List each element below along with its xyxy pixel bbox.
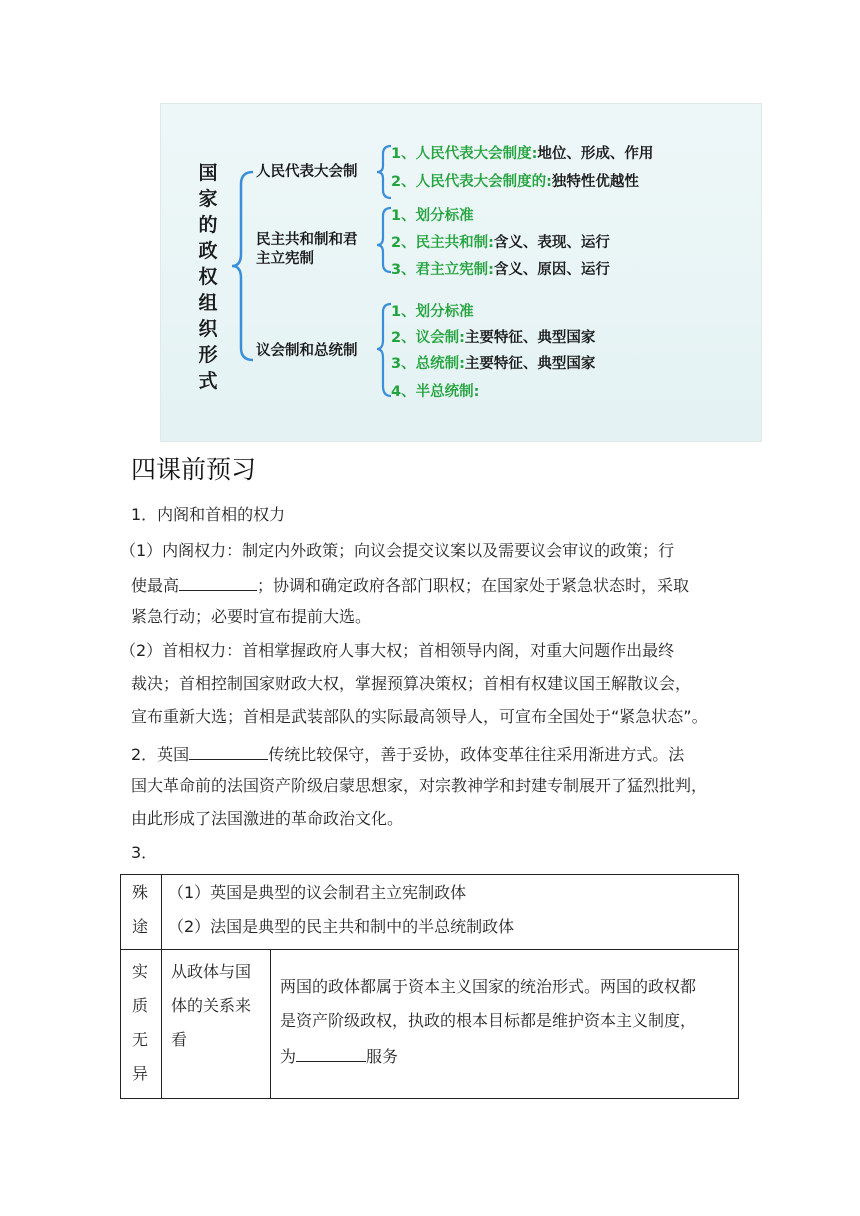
- leaf-item: 3、总统制:主要特征、典型国家: [391, 356, 596, 372]
- table-cell-line: 两国的政体都属于资本主义国家的统治形式。两国的政权都: [280, 977, 697, 996]
- question-title: 1．内阁和首相的权力: [131, 505, 286, 524]
- root-char: 形: [198, 344, 218, 366]
- paragraph-line: 使最高 ；协调和确定政府各部门职权；在国家处于紧急状态时，采取: [131, 576, 690, 595]
- fill-blank[interactable]: [189, 743, 268, 760]
- paragraph-line: 裁决；首相控制国家财政大权，掌握预算决策权；首相有权建议国王解散议会，: [131, 674, 692, 693]
- leaf-item: 1、划分标准: [391, 208, 474, 224]
- branch-label: 民主共和制和君: [256, 232, 358, 248]
- section-title: 四课前预习: [131, 455, 257, 484]
- root-char: 式: [198, 370, 218, 392]
- mindmap-image: [160, 103, 762, 442]
- paragraph-line: （1）内阁权力：制定内外政策；向议会提交议案以及需要议会审议的政策；行: [120, 541, 675, 560]
- paragraph-line: 宣布重新大选；首相是武装部队的实际最高领导人，可宣布全国处于“紧急状态”。: [131, 707, 708, 726]
- branch-label: 主立宪制: [256, 251, 314, 267]
- table-border: [120, 1098, 739, 1099]
- branch1-brace: [377, 146, 391, 198]
- table-cell-line: （1）英国是典型的议会制君主立宪制政体: [168, 883, 467, 902]
- root-char: 家: [198, 188, 218, 210]
- sub-header: 看: [171, 1030, 188, 1049]
- root-char: 织: [198, 318, 218, 340]
- branch3-brace: [377, 304, 391, 396]
- question-title: 3．: [131, 843, 158, 862]
- branch-label: 议会制和总统制: [256, 343, 358, 359]
- root-char: 权: [198, 266, 218, 288]
- table-border: [738, 874, 739, 1099]
- root-char: 的: [198, 214, 218, 236]
- row-header: 实: [132, 962, 149, 981]
- leaf-item: 1、人民代表大会制度:地位、形成、作用: [391, 146, 654, 162]
- branch-label: 人民代表大会制: [256, 164, 358, 180]
- row-header: 质: [132, 996, 149, 1015]
- table-border: [120, 874, 121, 1099]
- paragraph-line: 2．英国 传统比较保守，善于妥协，政体变革往往采用渐进方式。法: [131, 745, 685, 764]
- root-char: 政: [198, 240, 218, 262]
- sub-header: 体的关系来: [171, 996, 252, 1015]
- row-header: 异: [132, 1064, 149, 1083]
- table-cell-line: （2）法国是典型的民主共和制中的半总统制政体: [168, 917, 515, 936]
- row-header: 无: [132, 1030, 149, 1049]
- paragraph-line: 紧急行动；必要时宣布提前大选。: [131, 607, 372, 626]
- leaf-item: 1、划分标准: [391, 304, 474, 320]
- table-border: [120, 874, 739, 875]
- table-cell-line: 为 服务: [280, 1047, 399, 1066]
- table-border: [270, 949, 271, 1099]
- leaf-item: 2、民主共和制:含义、表现、运行: [391, 235, 610, 251]
- row-header: 殊: [132, 883, 149, 902]
- leaf-item: 3、君主立宪制:含义、原因、运行: [391, 262, 610, 278]
- sub-header: 从政体与国: [171, 962, 252, 981]
- paragraph-line: 由此形成了法国激进的革命政治文化。: [131, 809, 404, 828]
- paragraph-line: 国大革命前的法国资产阶级启蒙思想家，对宗教神学和封建专制展开了猛烈批判，: [131, 776, 708, 795]
- paragraph-line: （2）首相权力：首相掌握政府人事大权；首相领导内阁，对重大问题作出最终: [120, 641, 675, 660]
- root-char: 国: [198, 162, 218, 184]
- root-brace: [232, 172, 253, 360]
- table-cell-line: 是资产阶级政权，执政的根本目标都是维护资本主义制度，: [280, 1011, 697, 1030]
- leaf-item: 2、议会制:主要特征、典型国家: [391, 330, 596, 346]
- fill-blank[interactable]: [179, 574, 257, 591]
- table-border: [120, 949, 739, 950]
- leaf-item: 4、半总统制:: [391, 384, 480, 400]
- table-border: [161, 874, 162, 1099]
- root-char: 组: [198, 292, 218, 314]
- comparison-table: [120, 874, 739, 1099]
- fill-blank[interactable]: [296, 1045, 366, 1062]
- leaf-item: 2、人民代表大会制度的:独特性优越性: [391, 174, 639, 190]
- row-header: 途: [132, 917, 149, 936]
- branch2-brace: [377, 208, 391, 272]
